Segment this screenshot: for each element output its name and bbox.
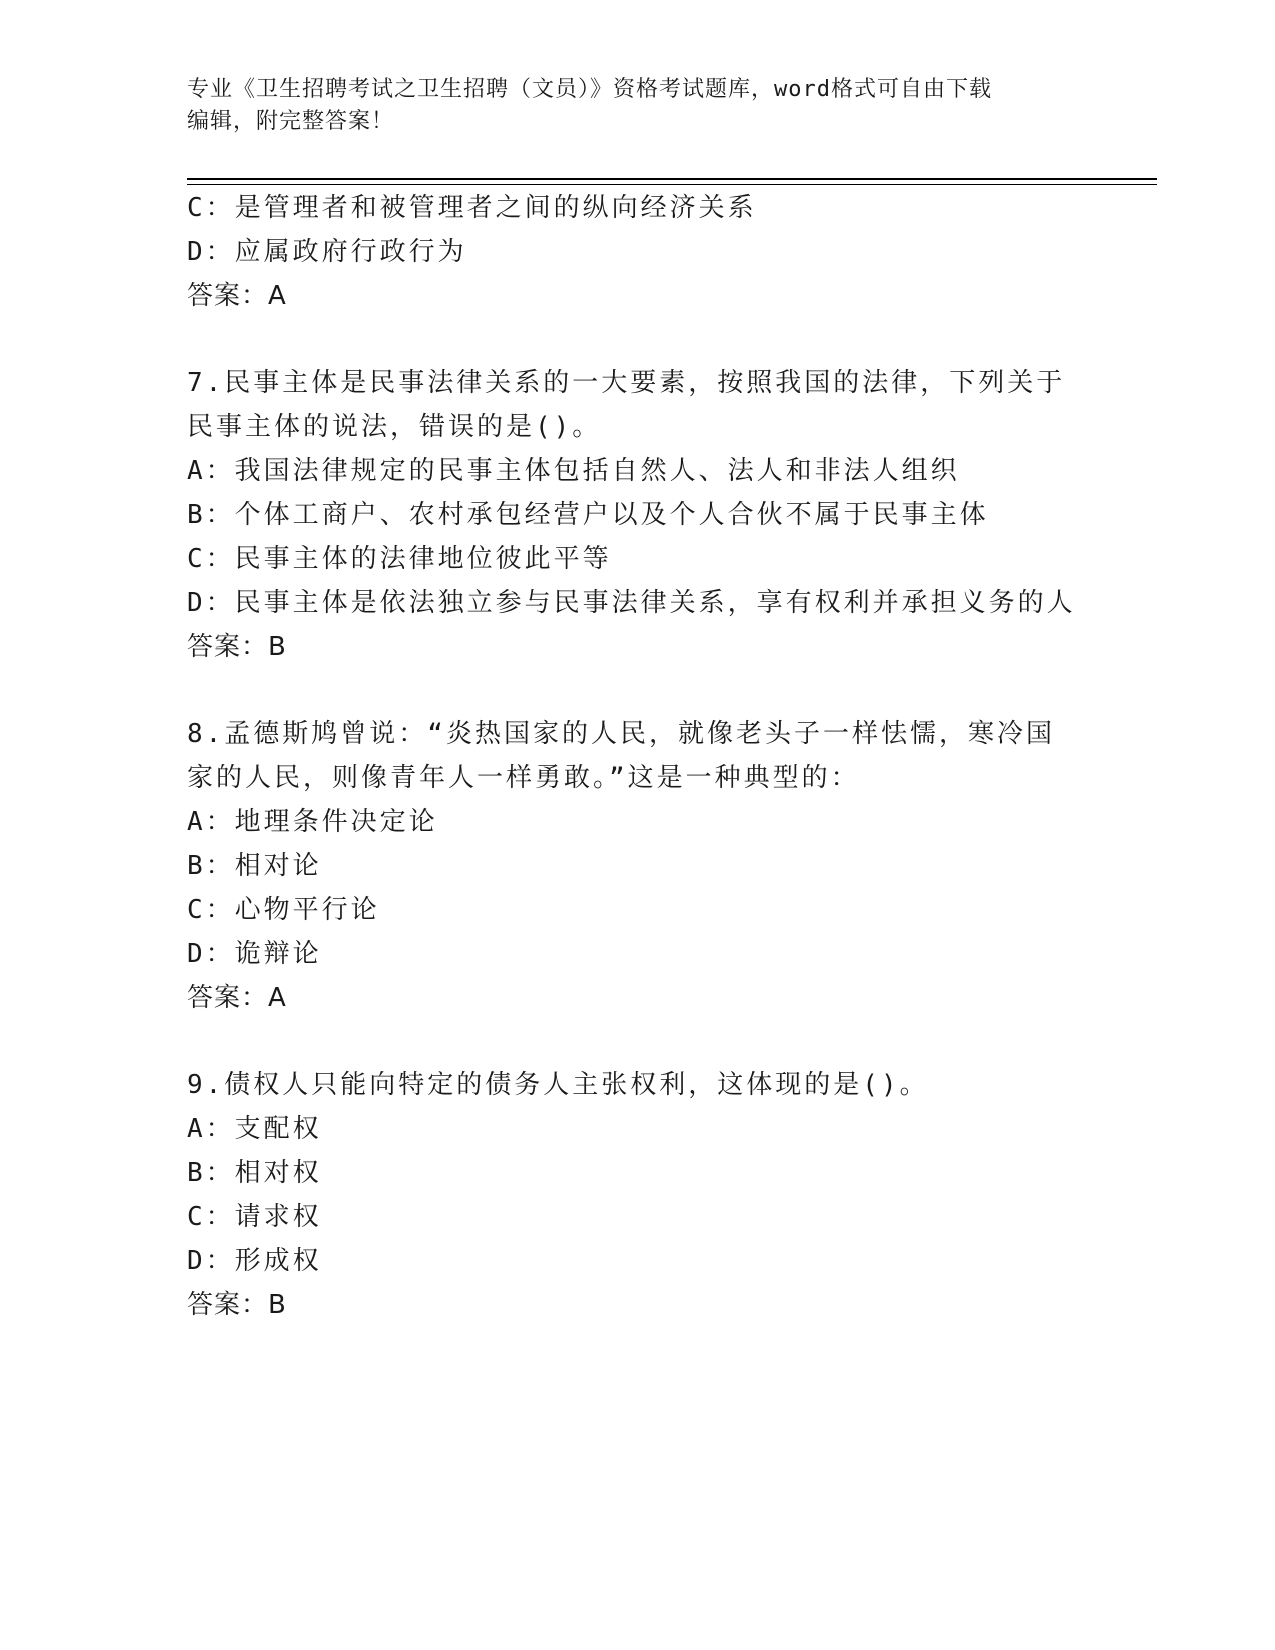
q9-answer: 答案：B <box>187 1290 287 1320</box>
document-header <box>187 74 1087 138</box>
q7-option-c: C：民事主体的法律地位彼此平等 <box>187 544 612 574</box>
q9-option-b: B：相对权 <box>187 1158 322 1188</box>
q8-stem-line-2: 家的人民，则像青年人一样勇敢。”这是一种典型的： <box>187 763 860 793</box>
q7-option-a: A：我国法律规定的民事主体包括自然人、法人和非法人组织 <box>187 456 960 486</box>
q7-stem-line-2: 民事主体的说法，错误的是()。 <box>187 412 602 442</box>
q8-option-b: B：相对论 <box>187 851 322 881</box>
header-line-2: 编辑，附完整答案！ <box>187 109 395 134</box>
q7-option-d: D：民事主体是依法独立参与民事法律关系，享有权利并承担义务的人 <box>187 588 1076 618</box>
q8-option-d: D：诡辩论 <box>187 939 322 969</box>
header-divider-thin <box>187 184 1157 185</box>
q9-option-a: A：支配权 <box>187 1114 322 1144</box>
q8-option-a: A：地理条件决定论 <box>187 807 438 837</box>
q6-option-c: C：是管理者和被管理者之间的纵向经济关系 <box>187 193 757 223</box>
q8-answer: 答案：A <box>187 983 287 1013</box>
q8-stem-line-1: 8.孟德斯鸠曾说：“炎热国家的人民，就像老头子一样怯懦，寒冷国 <box>187 719 1055 749</box>
q6-option-d: D：应属政府行政行为 <box>187 237 467 267</box>
q7-answer: 答案：B <box>187 632 287 662</box>
header-divider-thick <box>187 178 1157 180</box>
q9-option-d: D：形成权 <box>187 1246 322 1276</box>
q7-option-b: B：个体工商户、农村承包经营户以及个人合伙不属于民事主体 <box>187 500 989 530</box>
q8-option-c: C：心物平行论 <box>187 895 380 925</box>
q9-stem-line-1: 9.债权人只能向特定的债务人主张权利，这体现的是()。 <box>187 1070 929 1100</box>
q9-option-c: C：请求权 <box>187 1202 322 1232</box>
q7-stem-line-1: 7.民事主体是民事法律关系的一大要素，按照我国的法律，下列关于 <box>187 368 1066 398</box>
header-line-1: 专业《卫生招聘考试之卫生招聘（文员）》资格考试题库，word格式可自由下载 <box>187 77 992 102</box>
q6-answer: 答案：A <box>187 281 287 311</box>
